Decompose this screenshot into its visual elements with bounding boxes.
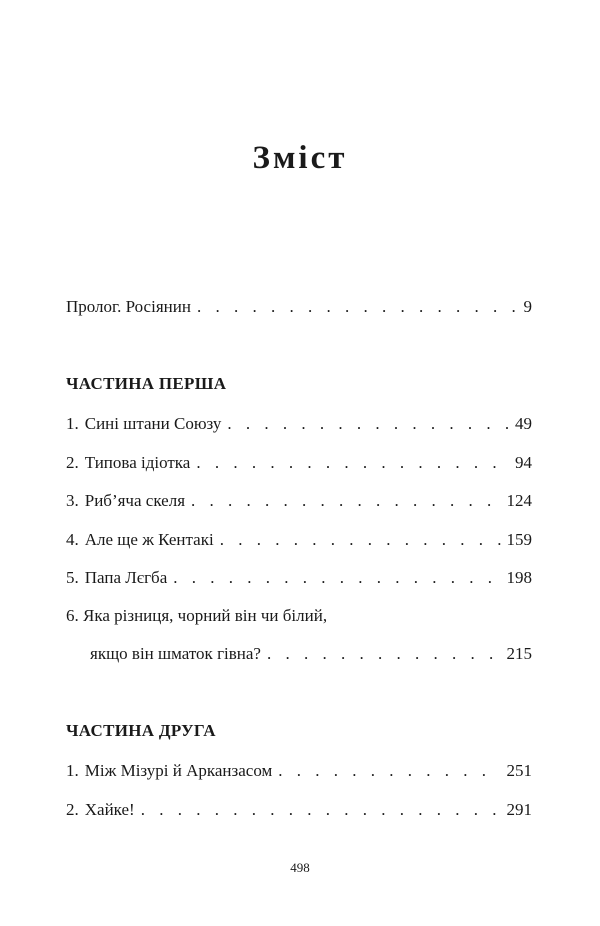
toc-entry-page: 198: [506, 568, 532, 587]
toc-entry-1-6-line2[interactable]: [90, 643, 532, 665]
toc-entry-1-3[interactable]: [66, 490, 532, 512]
toc-entry-label: якщо він шматок гівна?: [90, 644, 261, 663]
toc-entry-number: 4.: [66, 530, 79, 549]
toc-entry-page: 215: [506, 644, 532, 663]
part-one-heading: ЧАСТИНА ПЕРША: [66, 374, 227, 393]
dot-leader: [173, 567, 500, 589]
dot-leader: [196, 452, 509, 474]
toc-entry-2-2[interactable]: [66, 799, 532, 821]
dot-leader: [227, 413, 509, 435]
toc-entry-number: 2.: [66, 453, 79, 472]
toc-entry-label: Риб’яча скеля: [84, 491, 186, 510]
toc-entry-label: Але ще ж Кентакі: [84, 530, 214, 549]
toc-entry-1-6-line1[interactable]: [66, 605, 327, 627]
toc-entry-2-1[interactable]: [66, 760, 532, 782]
page-number: 498: [290, 860, 310, 875]
toc-entry-label: Типова ідіотка: [84, 453, 191, 472]
dot-leader: [220, 529, 501, 551]
toc-entry-page: 251: [506, 761, 532, 780]
toc-entry-number: 1.: [66, 414, 79, 433]
toc-entry-page: 94: [515, 453, 532, 472]
toc-entry-page: 49: [515, 414, 532, 433]
toc-entry-number: 6.: [66, 606, 79, 625]
toc-entry-page: 159: [506, 530, 532, 549]
part-two-heading: ЧАСТИНА ДРУГА: [66, 721, 216, 740]
page-title: Зміст: [252, 140, 348, 176]
toc-entry-label: Сині штани Союзу: [84, 414, 222, 433]
dot-leader: [197, 296, 518, 318]
toc-entry-label: Між Мізурі й Арканзасом: [84, 761, 273, 780]
toc-entry-1-1[interactable]: [66, 413, 532, 435]
toc-entry-1-5[interactable]: [66, 567, 532, 589]
toc-entry-label: Хайке!: [84, 800, 135, 819]
toc-entry-number: 2.: [66, 800, 79, 819]
toc-entry-1-4[interactable]: [66, 529, 532, 551]
dot-leader: [191, 490, 500, 512]
toc-entry-page: 124: [506, 491, 532, 510]
toc-entry-number: 1.: [66, 761, 79, 780]
toc-entry-label: Папа Лєгба: [84, 568, 168, 587]
toc-entry-page: 9: [523, 297, 532, 316]
dot-leader: [267, 643, 501, 665]
toc-entry-label: Пролог. Росіянин: [66, 297, 191, 316]
toc-entry-prologue[interactable]: [66, 296, 532, 318]
toc-entry-number: 3.: [66, 491, 79, 510]
dot-leader: [278, 760, 500, 782]
toc-entry-number: 5.: [66, 568, 79, 587]
toc-entry-1-2[interactable]: [66, 452, 532, 474]
toc-entry-page: 291: [506, 800, 532, 819]
dot-leader: [141, 799, 501, 821]
toc-entry-label: Яка різниця, чорний він чи білий,: [83, 606, 328, 625]
